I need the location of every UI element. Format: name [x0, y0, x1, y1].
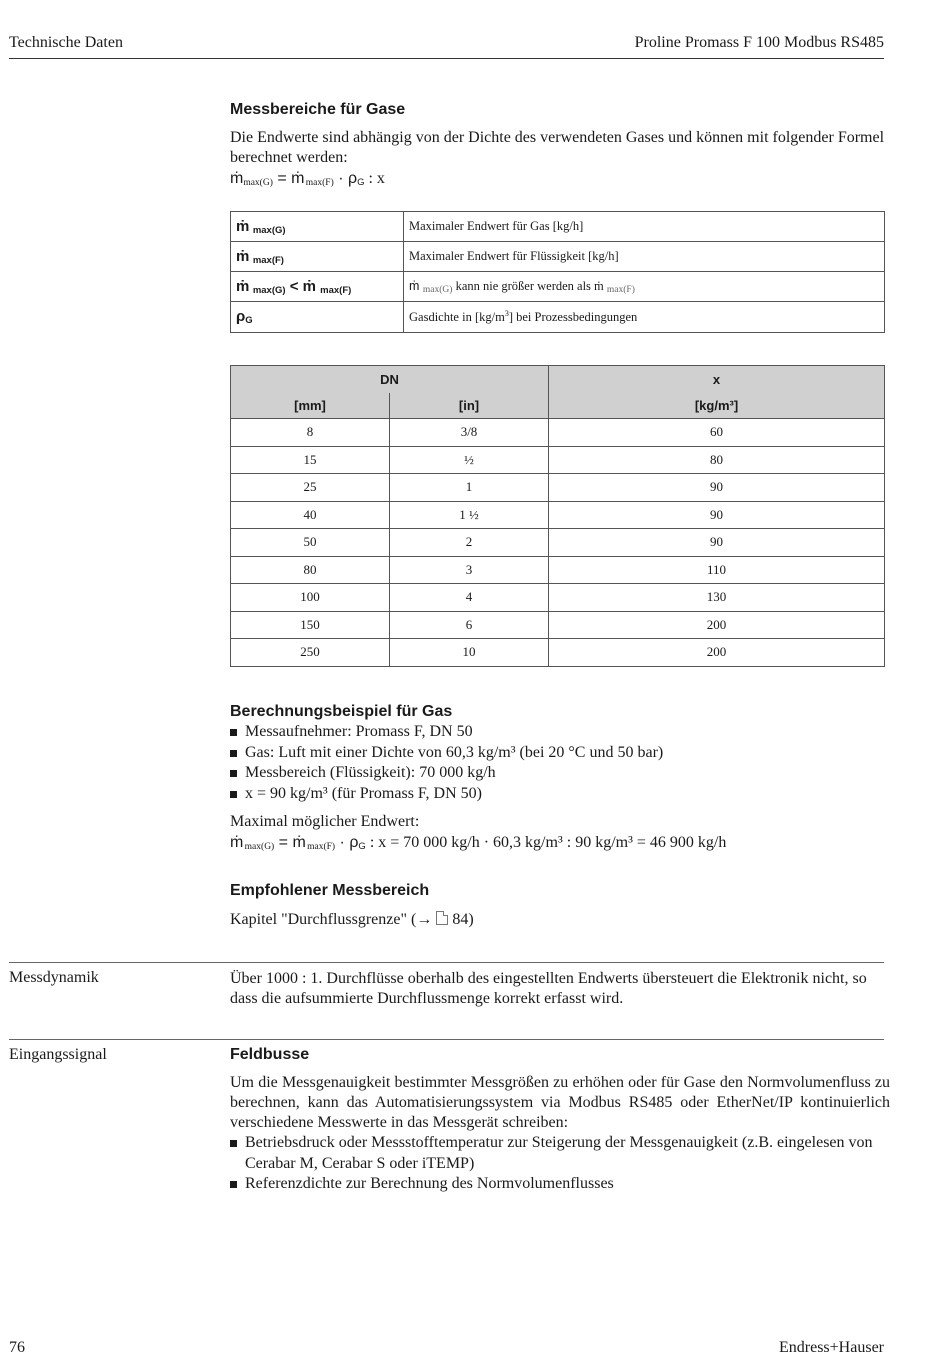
- table-row: 15 ½ 80: [231, 446, 885, 474]
- section-divider: [9, 962, 884, 963]
- feldbusse-text: Um die Messgenauigkeit bestimmter Messgrößen zu erhöhen oder für Gase den Normvolumenfluss zu berechnen, kann das Automatisierungssystem via Modbus RS485 oder EtherNet/IP kontinuierlich verschiedene Messwerte in das Messgerät schreiben:: [230, 1074, 890, 1131]
- table-row: 150 6 200: [231, 611, 885, 639]
- feldbusse-list: [230, 1133, 890, 1195]
- list-item: x = 90 kg/m³ (für Promass F, DN 50): [230, 784, 890, 805]
- messdynamik-text: Über 1000 : 1. Durchflüsse oberhalb des eingestellten Endwerts übersteuert die Elektronik nicht, so dass die aufsummierte Durchflussmenge korrekt erfasst wird.: [230, 970, 867, 1007]
- recommended-range-title: Empfohlener Messbereich: [230, 882, 430, 899]
- messdynamik-label: Messdynamik: [9, 969, 99, 986]
- page-reference-link[interactable]: 84): [448, 911, 474, 928]
- eingangssignal-label: Eingangssignal: [9, 1046, 107, 1063]
- table-row: 250 10 200: [231, 639, 885, 667]
- list-item: Referenzdichte zur Berechnung des Normvolumenflusses: [230, 1174, 890, 1195]
- definition-row: ṁ $_{max(G)}$ < ṁ $_{max(F)}$ ṁ $_{max(G)}$ kann nie größer werden als ṁ $_{max(F)}$: [231, 272, 885, 302]
- definition-row: ṁ $_{max(F)}$ Maximaler Endwert für Flüssigkeit [kg/h]: [231, 242, 885, 272]
- calculation-example-title: Berechnungsbeispiel für Gas: [230, 703, 453, 720]
- calculation-formula: ṁ $_{max(G)}$ = ṁ $_{max(F)} \cdot \rho_G$ : x = 70 000 kg/h · 60,3 kg/m³ : 90 kg/m³ = 46 900 kg/h: [230, 834, 727, 852]
- col-header-dn: DN: [231, 366, 549, 394]
- header-document-title: Proline Promass F 100 Modbus RS485: [634, 34, 884, 51]
- list-item: Betriebsdruck oder Messstofftemperatur zur Steigerung der Messgenauigkeit (z.B. eingelesen von Cerabar M, Cerabar S oder iTEMP): [230, 1133, 890, 1174]
- feldbusse-title: Feldbusse: [230, 1046, 310, 1063]
- table-header-row: [231, 366, 885, 394]
- table-row: 100 4 130: [231, 584, 885, 612]
- gas-range-title: Messbereiche für Gase: [230, 101, 406, 118]
- col-header-in: [in]: [390, 393, 549, 419]
- footer-brand: Endress+Hauser: [779, 1339, 884, 1356]
- max-endvalue-label: Maximal möglicher Endwert:: [230, 813, 420, 830]
- list-item: Messbereich (Flüssigkeit): 70 000 kg/h: [230, 763, 890, 784]
- table-row: 8 3/8 60: [231, 419, 885, 447]
- table-row: 80 3 110: [231, 556, 885, 584]
- gas-range-intro: Die Endwerte sind abhängig von der Dichte des verwendeten Gases und können mit folgender Formel berechnet werden:: [230, 129, 885, 166]
- header-divider: [9, 58, 884, 59]
- definition-table: [230, 211, 885, 333]
- table-row: 25 1 90: [231, 474, 885, 502]
- definition-row: ṁ $_{max(G)}$ Maximaler Endwert für Gas [kg/h]: [231, 212, 885, 242]
- dn-density-table: [230, 365, 885, 667]
- header-section-title: Technische Daten: [9, 34, 123, 51]
- table-row: 40 1 ½ 90: [231, 501, 885, 529]
- eingangssignal-content: [230, 1046, 890, 1195]
- gas-range-section: [230, 101, 890, 193]
- messdynamik-content: [230, 969, 890, 1009]
- table-row: 50 2 90: [231, 529, 885, 557]
- recommended-range-section: [230, 882, 890, 930]
- list-item: Gas: Luft mit einer Dichte von 60,3 kg/m³ (bei 20 °C und 50 bar): [230, 743, 890, 764]
- gas-formula: ṁ$_{max(G)}$ = ṁ $_{max(F)} \cdot \rho_G$ : x: [230, 170, 385, 188]
- col-header-mm: [mm]: [231, 393, 390, 419]
- list-item: Messaufnehmer: Promass F, DN 50: [230, 722, 890, 743]
- col-header-kgm3: [kg/m³]: [549, 393, 885, 419]
- calculation-example-list: [230, 722, 890, 804]
- page-number: 76: [9, 1339, 25, 1356]
- calculation-example-section: [230, 703, 890, 857]
- chapter-reference: Kapitel "Durchflussgrenze" (→ 84): [230, 911, 474, 928]
- section-divider: [9, 1039, 884, 1040]
- page-icon: [436, 911, 448, 925]
- table-subheader-row: [231, 393, 885, 419]
- definition-row: $\rho_G$ Gasdichte in $[kg/m^3]$ bei Prozessbedingungen: [231, 302, 885, 333]
- col-header-x: x: [549, 366, 885, 394]
